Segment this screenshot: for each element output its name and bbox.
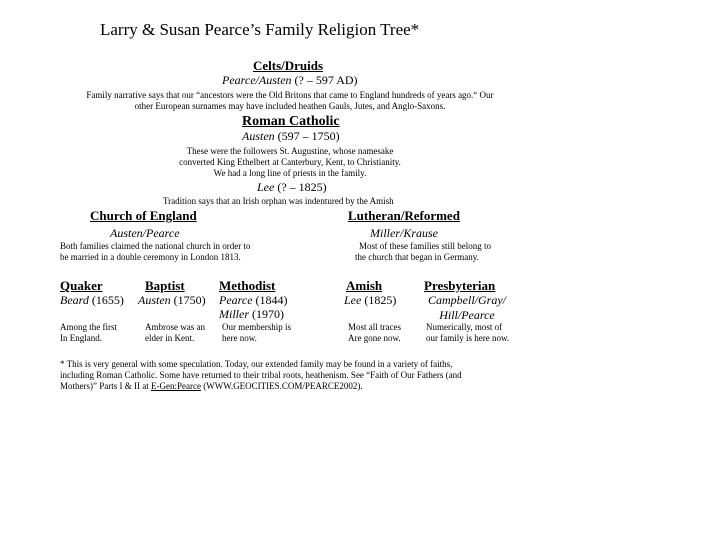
presbyterian-note-line1: Numerically, most of [426, 322, 503, 332]
amish-heading: Amish [346, 278, 383, 293]
methodist-period [219, 293, 288, 308]
baptist-heading: Baptist [145, 278, 185, 293]
quaker-period [60, 293, 124, 308]
methodist-note-line2: here now. [222, 333, 257, 343]
footnote-line3-end: (WWW.GEOCITIES.COM/PEARCE2002). [200, 381, 363, 391]
lee-names: Lee [257, 180, 275, 194]
catholic-heading: Roman Catholic [242, 114, 340, 129]
presbyterian-names-line2: Hill/Pearce [439, 308, 495, 322]
baptist-period [138, 293, 206, 308]
catholic-period [242, 129, 340, 144]
amish-names: Lee [344, 293, 362, 307]
catholic-note-line1: These were the followers St. Augustine, whose namesake [186, 146, 394, 156]
england-note-line1: Both families claimed the national church in order to [60, 241, 251, 251]
catholic-dates: (597 – 1750) [274, 129, 340, 143]
celts-note-line1: Family narrative says that our “ancestors were the Old Britons that came to England hundreds of years ago.“ Our [86, 90, 494, 100]
celts-period [222, 73, 358, 88]
footnote-line3 [60, 381, 462, 392]
lutheran-names-text: Miller/Krause [370, 226, 438, 240]
quaker-heading: Quaker [60, 278, 103, 293]
celts-note [50, 90, 530, 112]
amish-period [344, 293, 396, 308]
amish-note-line2: Are gone now. [348, 333, 401, 343]
methodist-names: Pearce [219, 293, 253, 307]
quaker-note-line2: In England. [60, 333, 102, 343]
lee-period [257, 180, 327, 195]
methodist-heading: Methodist [219, 278, 276, 293]
footnote-link[interactable]: E-Gen:Pearce [150, 381, 201, 391]
catholic-note [130, 146, 450, 179]
catholic-names: Austen [242, 129, 275, 143]
methodist-dates2: (1970) [249, 307, 284, 321]
baptist-names: Austen [138, 293, 171, 307]
celts-note-line2: other European surnames may have included heathen Gauls, Jutes, and Anglo-Saxons. [134, 101, 446, 111]
lutheran-heading: Lutheran/Reformed [348, 208, 460, 223]
catholic-note-line2: converted King Ethelbert at Canterbury, Kent, to Christianity. [179, 157, 401, 167]
footnote [60, 359, 462, 392]
lutheran-note-line1: Most of these families still belong to [359, 241, 491, 251]
quaker-names: Beard [60, 293, 89, 307]
england-names-text: Austen/Pearce [110, 226, 180, 240]
lee-dates: (? – 1825) [274, 180, 327, 194]
presbyterian-heading: Presbyterian [424, 278, 496, 293]
methodist-note-line1: Our membership is [222, 322, 291, 332]
footnote-line3-start: Mothers)” Parts I & II at [60, 381, 151, 391]
amish-note [348, 322, 401, 344]
celts-heading: Celts/Druids [253, 58, 324, 73]
amish-note-line1: Most all traces [348, 322, 401, 332]
celts-dates: (? – 597 AD) [291, 73, 358, 87]
england-note-line2: be married in a double ceremony in London 1813. [60, 252, 241, 262]
page-title: Larry & Susan Pearce’s Family Religion Tree* [100, 20, 420, 39]
baptist-note-line1: Ambrose was an [145, 322, 205, 332]
baptist-note-line2: elder in Kent. [145, 333, 195, 343]
quaker-note [60, 322, 117, 344]
baptist-note [145, 322, 205, 344]
celts-names: Pearce/Austen [222, 73, 292, 87]
presbyterian-note [426, 322, 509, 344]
quaker-dates: (1655) [88, 293, 124, 307]
england-note [60, 241, 250, 263]
lutheran-note-line2: the church that began in Germany. [355, 252, 479, 262]
england-heading: Church of England [90, 208, 197, 223]
footnote-line2: including Roman Catholic. Some have returned to their tribal roots, heathenism. See “Faith of Our Fathers (and [60, 370, 462, 380]
presbyterian-names [412, 293, 522, 323]
methodist-note [222, 322, 291, 344]
amish-dates: (1825) [361, 293, 397, 307]
methodist-period2 [219, 307, 284, 322]
methodist-names2: Miller [219, 307, 249, 321]
catholic-note-line3: We had a long line of priests in the family. [213, 168, 367, 178]
footnote-line1: * This is very general with some speculation. Today, our extended family may be found in a variety of faiths, [60, 359, 453, 369]
presbyterian-names-line1: Campbell/Gray/ [428, 293, 506, 307]
lee-note: Tradition says that an Irish orphan was indentured by the Amish [163, 196, 394, 206]
lutheran-names [370, 226, 438, 241]
baptist-dates: (1750) [170, 293, 206, 307]
lutheran-note [355, 241, 491, 263]
methodist-dates: (1844) [252, 293, 288, 307]
england-names [110, 226, 180, 241]
presbyterian-note-line2: our family is here now. [426, 333, 510, 343]
quaker-note-line1: Among the first [60, 322, 117, 332]
